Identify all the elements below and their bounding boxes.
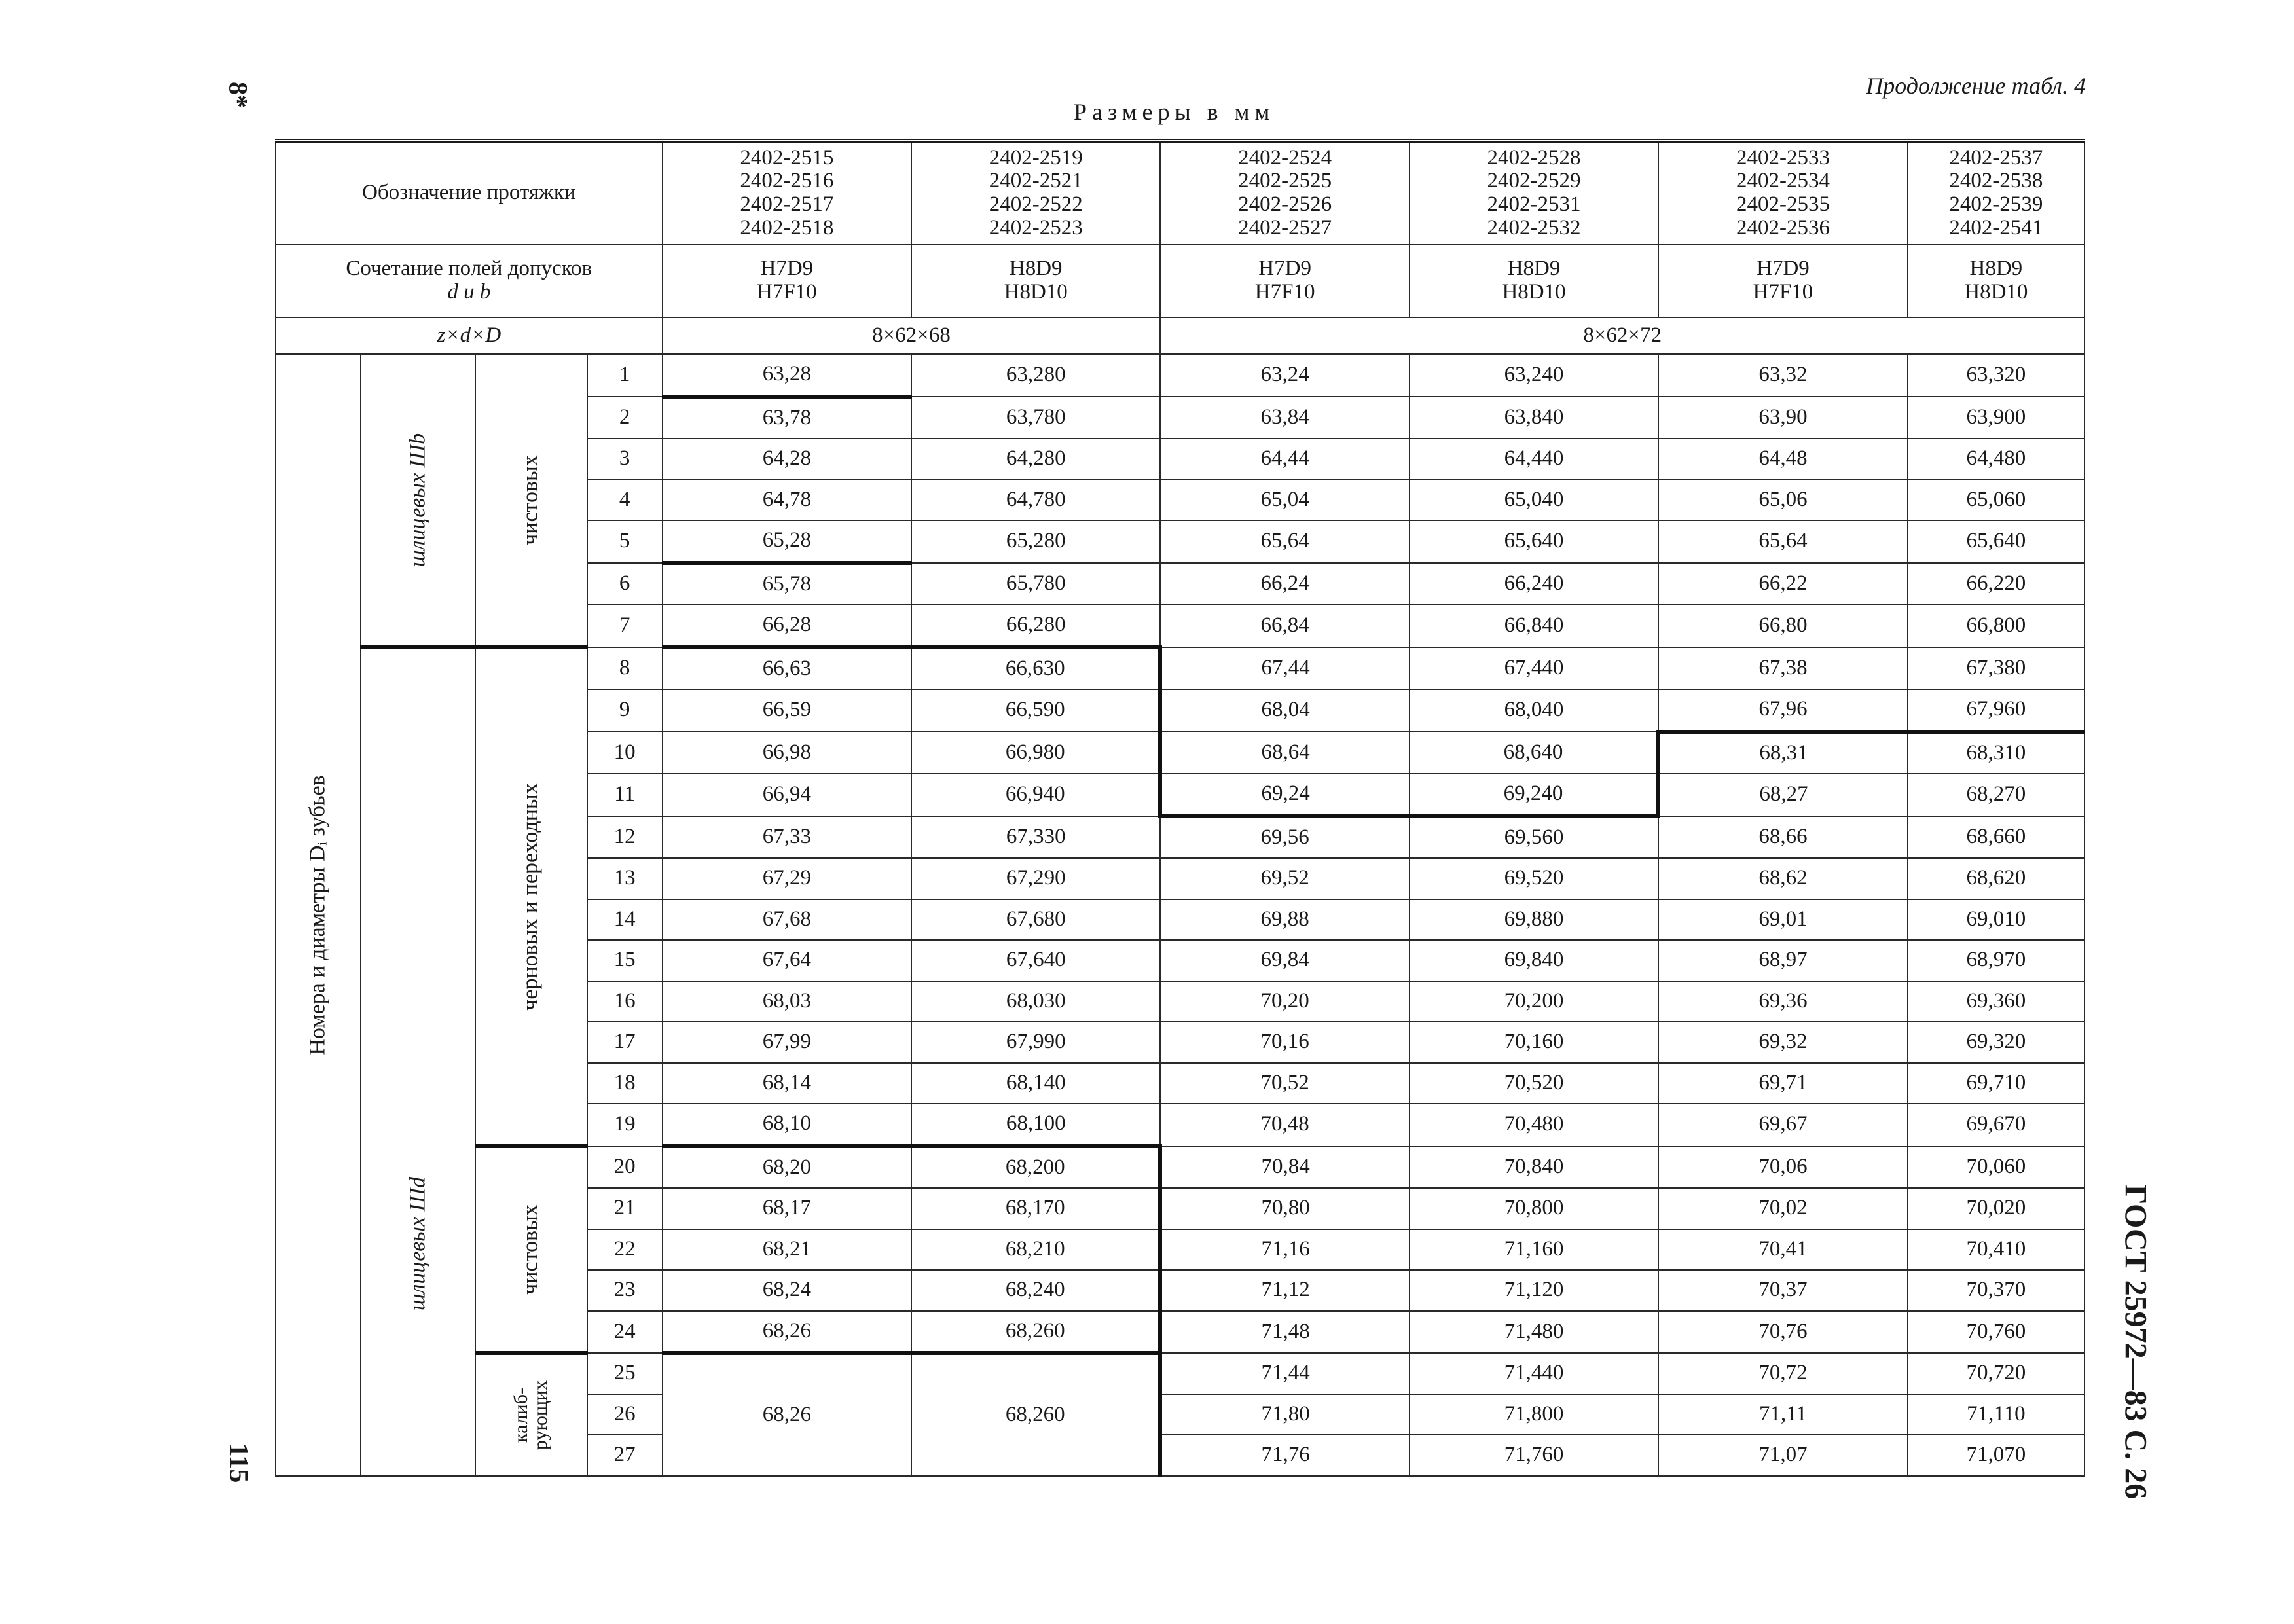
diameter-cell: 71,800 xyxy=(1410,1394,1658,1435)
diameter-cell: 68,14 xyxy=(663,1063,911,1104)
tooth-number: 5 xyxy=(587,520,663,563)
diameter-cell: 68,27 xyxy=(1658,774,1907,816)
designation-code: 2402-2528 xyxy=(1487,145,1581,170)
diameter-cell: 68,640 xyxy=(1410,732,1658,774)
diameter-cell: 68,260 xyxy=(911,1311,1160,1354)
tooth-number: 9 xyxy=(587,689,663,732)
diameter-cell: 65,640 xyxy=(1908,520,2085,563)
diameter-cell: 69,520 xyxy=(1410,858,1658,899)
diameter-cell: 70,410 xyxy=(1908,1229,2085,1271)
table-row xyxy=(276,1353,2085,1394)
diameter-cell: 69,84 xyxy=(1160,940,1409,981)
diameter-cell: 68,97 xyxy=(1658,940,1907,981)
units-caption: Размеры в мм xyxy=(1074,99,1275,125)
tooth-number: 25 xyxy=(587,1353,663,1394)
diameter-cell: 71,76 xyxy=(1160,1435,1409,1476)
tooth-number: 17 xyxy=(587,1022,663,1063)
spline-d-text: шлицевых Шd xyxy=(405,1176,430,1311)
diameter-cell: 67,960 xyxy=(1908,689,2085,732)
designation-code: 2402-2523 xyxy=(989,215,1083,240)
diameter-cell: 68,100 xyxy=(911,1104,1160,1146)
diameter-cell: 70,840 xyxy=(1410,1146,1658,1189)
tolerance-table xyxy=(275,139,2085,1477)
diameter-cell: 68,17 xyxy=(663,1188,911,1229)
diameter-cell: 71,760 xyxy=(1410,1435,1658,1476)
tooth-number: 14 xyxy=(587,899,663,941)
diameter-cell: 65,640 xyxy=(1410,520,1658,563)
diameter-cell: 64,48 xyxy=(1658,439,1907,480)
diameter-cell: 63,78 xyxy=(663,397,911,439)
designation-code: 2402-2527 xyxy=(1238,215,1332,240)
diameter-cell: 66,800 xyxy=(1908,605,2085,647)
diameter-cell: 67,290 xyxy=(911,858,1160,899)
diameter-cell: 68,030 xyxy=(911,981,1160,1022)
tooth-number: 10 xyxy=(587,732,663,774)
diameter-cell: 70,060 xyxy=(1908,1146,2085,1189)
designation-code: 2402-2539 xyxy=(1949,192,2043,216)
page-number: 115 xyxy=(223,1443,253,1483)
diameter-cell: 64,780 xyxy=(911,480,1160,521)
diameter-cell: 70,72 xyxy=(1658,1353,1907,1394)
diameter-cell: 63,28 xyxy=(663,354,911,397)
diameter-cell: 66,24 xyxy=(1160,563,1409,605)
diameter-cell: 69,710 xyxy=(1908,1063,2085,1104)
diameter-cell: 63,280 xyxy=(911,354,1160,397)
tolerance-code: H7D9 xyxy=(1258,257,1311,281)
tolerance-code: H7D9 xyxy=(760,257,814,281)
designation-code: 2402-2518 xyxy=(740,215,834,240)
calibrating-value: 68,260 xyxy=(911,1353,1160,1476)
diameter-cell: 65,28 xyxy=(663,520,911,563)
diameter-cell: 66,63 xyxy=(663,647,911,690)
diameter-cell: 71,80 xyxy=(1160,1394,1409,1435)
tolerance-col-2 xyxy=(911,244,1160,317)
tooth-number: 22 xyxy=(587,1229,663,1271)
diameter-cell: 63,900 xyxy=(1908,397,2085,439)
diameter-cell: 66,220 xyxy=(1908,563,2085,605)
diameter-cell: 71,48 xyxy=(1160,1311,1409,1354)
tooth-number: 18 xyxy=(587,1063,663,1104)
diameter-cell: 67,38 xyxy=(1658,647,1907,690)
dim-group-1: 8×62×68 xyxy=(663,317,1161,354)
finishing-d-group xyxy=(475,1146,587,1354)
diameter-cell: 63,780 xyxy=(911,397,1160,439)
diameter-cell: 63,840 xyxy=(1410,397,1658,439)
tolerance-col-6 xyxy=(1908,244,2085,317)
diameter-cell: 71,440 xyxy=(1410,1353,1658,1394)
designation-code: 2402-2535 xyxy=(1736,192,1830,216)
tolerance-label-line2: d и b xyxy=(447,280,491,304)
diameter-cell: 68,140 xyxy=(911,1063,1160,1104)
diameter-cell: 68,62 xyxy=(1658,858,1907,899)
diameter-cell: 64,28 xyxy=(663,439,911,480)
table-row xyxy=(276,354,2085,397)
designation-col-5 xyxy=(1658,141,1907,244)
diameter-cell: 71,070 xyxy=(1908,1435,2085,1476)
tooth-number: 13 xyxy=(587,858,663,899)
designation-label: Обозначение протяжки xyxy=(276,141,663,244)
designation-col-3 xyxy=(1160,141,1409,244)
diameter-cell: 69,71 xyxy=(1658,1063,1907,1104)
designation-code: 2402-2537 xyxy=(1949,145,2043,170)
tolerance-col-5 xyxy=(1658,244,1907,317)
diameter-cell: 66,940 xyxy=(911,774,1160,816)
diameter-cell: 66,280 xyxy=(911,605,1160,647)
designation-row xyxy=(276,141,2085,244)
diameter-cell: 67,64 xyxy=(663,940,911,981)
designation-code: 2402-2531 xyxy=(1487,192,1581,216)
diameter-cell: 70,06 xyxy=(1658,1146,1907,1189)
designation-code: 2402-2522 xyxy=(989,192,1083,216)
diameter-cell: 69,560 xyxy=(1410,816,1658,859)
diameter-cell: 68,660 xyxy=(1908,816,2085,859)
tolerance-code: H8D10 xyxy=(1502,280,1566,304)
diameter-cell: 67,380 xyxy=(1908,647,2085,690)
diameter-cell: 70,52 xyxy=(1160,1063,1409,1104)
tooth-number: 26 xyxy=(587,1394,663,1435)
diameter-cell: 70,720 xyxy=(1908,1353,2085,1394)
tooth-number: 4 xyxy=(587,480,663,521)
designation-code: 2402-2521 xyxy=(989,169,1083,193)
tooth-number: 24 xyxy=(587,1311,663,1354)
diameter-cell: 68,24 xyxy=(663,1270,911,1311)
diameter-cell: 68,620 xyxy=(1908,858,2085,899)
diameter-cell: 69,880 xyxy=(1410,899,1658,941)
diameter-cell: 69,010 xyxy=(1908,899,2085,941)
tooth-number: 7 xyxy=(587,605,663,647)
spline-d-group xyxy=(361,647,475,1476)
diameter-cell: 65,64 xyxy=(1658,520,1907,563)
tooth-number: 3 xyxy=(587,439,663,480)
diameter-cell: 66,22 xyxy=(1658,563,1907,605)
diameter-cell: 70,76 xyxy=(1658,1311,1907,1354)
diameter-cell: 67,99 xyxy=(663,1022,911,1063)
tolerance-code: H7F10 xyxy=(1254,280,1315,304)
tooth-number: 6 xyxy=(587,563,663,605)
diameter-cell: 63,84 xyxy=(1160,397,1409,439)
diameter-cell: 64,44 xyxy=(1160,439,1409,480)
tolerance-code: H8D9 xyxy=(1507,257,1561,281)
designation-code: 2402-2517 xyxy=(740,192,834,216)
diameter-cell: 64,78 xyxy=(663,480,911,521)
tolerance-code: H8D10 xyxy=(1964,280,2028,304)
designation-col-4 xyxy=(1410,141,1658,244)
diameter-cell: 71,160 xyxy=(1410,1229,1658,1271)
diameter-cell: 68,26 xyxy=(663,1311,911,1354)
diameter-cell: 65,78 xyxy=(663,563,911,605)
tolerance-col-4 xyxy=(1410,244,1658,317)
diameter-cell: 70,48 xyxy=(1160,1104,1409,1146)
tooth-number: 8 xyxy=(587,647,663,690)
diameter-cell: 65,060 xyxy=(1908,480,2085,521)
designation-code: 2402-2524 xyxy=(1238,145,1332,170)
diameter-cell: 68,270 xyxy=(1908,774,2085,816)
diameter-cell: 66,84 xyxy=(1160,605,1409,647)
diameter-cell: 69,01 xyxy=(1658,899,1907,941)
tolerance-label xyxy=(276,244,663,317)
dimension-row xyxy=(276,317,2085,354)
tooth-number: 11 xyxy=(587,774,663,816)
diameter-cell: 65,280 xyxy=(911,520,1160,563)
rough-text: черновых и переходных xyxy=(519,782,543,1011)
diameter-cell: 70,41 xyxy=(1658,1229,1907,1271)
tooth-number: 23 xyxy=(587,1270,663,1311)
tooth-number: 15 xyxy=(587,940,663,981)
table-row xyxy=(276,647,2085,690)
diameter-cell: 67,330 xyxy=(911,816,1160,859)
designation-code: 2402-2516 xyxy=(740,169,834,193)
designation-code: 2402-2526 xyxy=(1238,192,1332,216)
diameter-cell: 68,240 xyxy=(911,1270,1160,1311)
tooth-number: 27 xyxy=(587,1435,663,1476)
diameter-cell: 69,32 xyxy=(1658,1022,1907,1063)
diameter-cell: 65,06 xyxy=(1658,480,1907,521)
diameter-cell: 64,440 xyxy=(1410,439,1658,480)
diameter-cell: 65,040 xyxy=(1410,480,1658,521)
diameter-cell: 68,10 xyxy=(663,1104,911,1146)
diameter-cell: 69,24 xyxy=(1160,774,1409,816)
left-mark: 8* xyxy=(223,82,253,108)
diameter-cell: 67,990 xyxy=(911,1022,1160,1063)
spline-b-text: шлицевых Шb xyxy=(405,433,430,567)
diameter-cell: 70,84 xyxy=(1160,1146,1409,1189)
designation-col-1 xyxy=(663,141,911,244)
diameter-cell: 69,67 xyxy=(1658,1104,1907,1146)
designation-code: 2402-2532 xyxy=(1487,215,1581,240)
teeth-axis-label xyxy=(276,354,361,1476)
diameter-cell: 70,200 xyxy=(1410,981,1658,1022)
tolerance-col-3 xyxy=(1160,244,1409,317)
designation-code: 2402-2533 xyxy=(1736,145,1830,170)
tolerance-code: H8D9 xyxy=(1969,257,2023,281)
finishing-b-text: чистовых xyxy=(519,454,543,545)
designation-col-6 xyxy=(1908,141,2085,244)
diameter-cell: 66,590 xyxy=(911,689,1160,732)
designation-code: 2402-2538 xyxy=(1949,169,2043,193)
diameter-cell: 67,680 xyxy=(911,899,1160,941)
teeth-axis-text: Номера и диаметры Dᵢ зубьев xyxy=(305,775,330,1055)
diameter-cell: 71,480 xyxy=(1410,1311,1658,1354)
designation-code: 2402-2529 xyxy=(1487,169,1581,193)
diameter-cell: 66,630 xyxy=(911,647,1160,690)
diameter-cell: 70,80 xyxy=(1160,1188,1409,1229)
diameter-cell: 68,310 xyxy=(1908,732,2085,774)
designation-code: 2402-2525 xyxy=(1238,169,1332,193)
tooth-number: 1 xyxy=(587,354,663,397)
diameter-cell: 69,840 xyxy=(1410,940,1658,981)
calibrating-value: 68,26 xyxy=(663,1353,911,1476)
diameter-cell: 70,020 xyxy=(1908,1188,2085,1229)
diameter-cell: 66,98 xyxy=(663,732,911,774)
diameter-cell: 71,16 xyxy=(1160,1229,1409,1271)
tolerance-code: H8D10 xyxy=(1004,280,1068,304)
diameter-cell: 70,20 xyxy=(1160,981,1409,1022)
tolerance-code: H8D9 xyxy=(1009,257,1063,281)
finishing-d-text: чистовых xyxy=(519,1204,543,1295)
tolerance-col-1 xyxy=(663,244,911,317)
dim-group-2: 8×62×72 xyxy=(1160,317,2085,354)
diameter-cell: 68,170 xyxy=(911,1188,1160,1229)
diameter-cell: 68,03 xyxy=(663,981,911,1022)
designation-code: 2402-2536 xyxy=(1736,215,1830,240)
calibrating-text: калиб-рующих xyxy=(510,1380,552,1450)
diameter-cell: 67,640 xyxy=(911,940,1160,981)
diameter-cell: 70,37 xyxy=(1658,1270,1907,1311)
diameter-cell: 70,480 xyxy=(1410,1104,1658,1146)
tooth-number: 2 xyxy=(587,397,663,439)
diameter-cell: 67,68 xyxy=(663,899,911,941)
diameter-cell: 70,800 xyxy=(1410,1188,1658,1229)
diameter-cell: 66,94 xyxy=(663,774,911,816)
diameter-cell: 66,80 xyxy=(1658,605,1907,647)
diameter-cell: 65,780 xyxy=(911,563,1160,605)
tooth-number: 21 xyxy=(587,1188,663,1229)
diameter-cell: 68,040 xyxy=(1410,689,1658,732)
diameter-cell: 67,440 xyxy=(1410,647,1658,690)
diameter-cell: 64,480 xyxy=(1908,439,2085,480)
tolerance-code: H7D9 xyxy=(1757,257,1810,281)
tooth-number: 12 xyxy=(587,816,663,859)
diameter-cell: 70,16 xyxy=(1160,1022,1409,1063)
diameter-cell: 68,66 xyxy=(1658,816,1907,859)
diameter-cell: 69,670 xyxy=(1908,1104,2085,1146)
diameter-cell: 70,760 xyxy=(1908,1311,2085,1354)
diameter-cell: 63,320 xyxy=(1908,354,2085,397)
diameter-cell: 65,04 xyxy=(1160,480,1409,521)
diameter-cell: 70,160 xyxy=(1410,1022,1658,1063)
designation-code: 2402-2541 xyxy=(1949,215,2043,240)
continuation-note: Продолжение табл. 4 xyxy=(1866,73,2086,99)
calibrating-group xyxy=(475,1353,587,1476)
diameter-cell: 69,56 xyxy=(1160,816,1409,859)
diameter-cell: 70,370 xyxy=(1908,1270,2085,1311)
diameter-cell: 63,24 xyxy=(1160,354,1409,397)
spline-b-group xyxy=(361,354,475,647)
diameter-cell: 63,90 xyxy=(1658,397,1907,439)
diameter-cell: 68,64 xyxy=(1160,732,1409,774)
diameter-cell: 69,88 xyxy=(1160,899,1409,941)
diameter-cell: 68,04 xyxy=(1160,689,1409,732)
designation-code: 2402-2515 xyxy=(740,145,834,170)
rough-group xyxy=(475,647,587,1146)
diameter-cell: 69,320 xyxy=(1908,1022,2085,1063)
diameter-cell: 67,44 xyxy=(1160,647,1409,690)
tolerance-code: H7F10 xyxy=(1753,280,1813,304)
designation-code: 2402-2534 xyxy=(1736,169,1830,193)
diameter-cell: 69,36 xyxy=(1658,981,1907,1022)
diameter-cell: 67,29 xyxy=(663,858,911,899)
designation-code: 2402-2519 xyxy=(989,145,1083,170)
tolerance-code: H7F10 xyxy=(756,280,817,304)
tolerance-row xyxy=(276,244,2085,317)
table-row xyxy=(276,1146,2085,1189)
designation-col-2 xyxy=(911,141,1160,244)
dimension-label: z×d×D xyxy=(276,317,663,354)
diameter-cell: 71,110 xyxy=(1908,1394,2085,1435)
tooth-number: 16 xyxy=(587,981,663,1022)
tolerance-label-line1: Сочетание полей допусков xyxy=(346,257,592,281)
tooth-number: 19 xyxy=(587,1104,663,1146)
diameter-cell: 66,240 xyxy=(1410,563,1658,605)
tooth-number: 20 xyxy=(587,1146,663,1189)
diameter-cell: 71,07 xyxy=(1658,1435,1907,1476)
diameter-cell: 71,44 xyxy=(1160,1353,1409,1394)
diameter-cell: 69,240 xyxy=(1410,774,1658,816)
diameter-cell: 65,64 xyxy=(1160,520,1409,563)
diameter-cell: 67,96 xyxy=(1658,689,1907,732)
diameter-cell: 70,520 xyxy=(1410,1063,1658,1104)
diameter-cell: 68,970 xyxy=(1908,940,2085,981)
diameter-cell: 70,02 xyxy=(1658,1188,1907,1229)
diameter-cell: 71,12 xyxy=(1160,1270,1409,1311)
diameter-cell: 68,210 xyxy=(911,1229,1160,1271)
gost-label: ГОСТ 25972—83 С. 26 xyxy=(2118,1184,2153,1500)
diameter-cell: 66,980 xyxy=(911,732,1160,774)
diameter-cell: 71,11 xyxy=(1658,1394,1907,1435)
finishing-b-group xyxy=(475,354,587,647)
diameter-cell: 68,20 xyxy=(663,1146,911,1189)
diameter-cell: 68,200 xyxy=(911,1146,1160,1189)
diameter-cell: 68,21 xyxy=(663,1229,911,1271)
diameter-cell: 67,33 xyxy=(663,816,911,859)
diameter-cell: 69,52 xyxy=(1160,858,1409,899)
diameter-cell: 69,360 xyxy=(1908,981,2085,1022)
diameter-cell: 66,840 xyxy=(1410,605,1658,647)
diameter-cell: 64,280 xyxy=(911,439,1160,480)
diameter-cell: 71,120 xyxy=(1410,1270,1658,1311)
diameter-cell: 63,32 xyxy=(1658,354,1907,397)
diameter-cell: 66,28 xyxy=(663,605,911,647)
diameter-cell: 63,240 xyxy=(1410,354,1658,397)
diameter-cell: 68,31 xyxy=(1658,732,1907,774)
diameter-cell: 66,59 xyxy=(663,689,911,732)
